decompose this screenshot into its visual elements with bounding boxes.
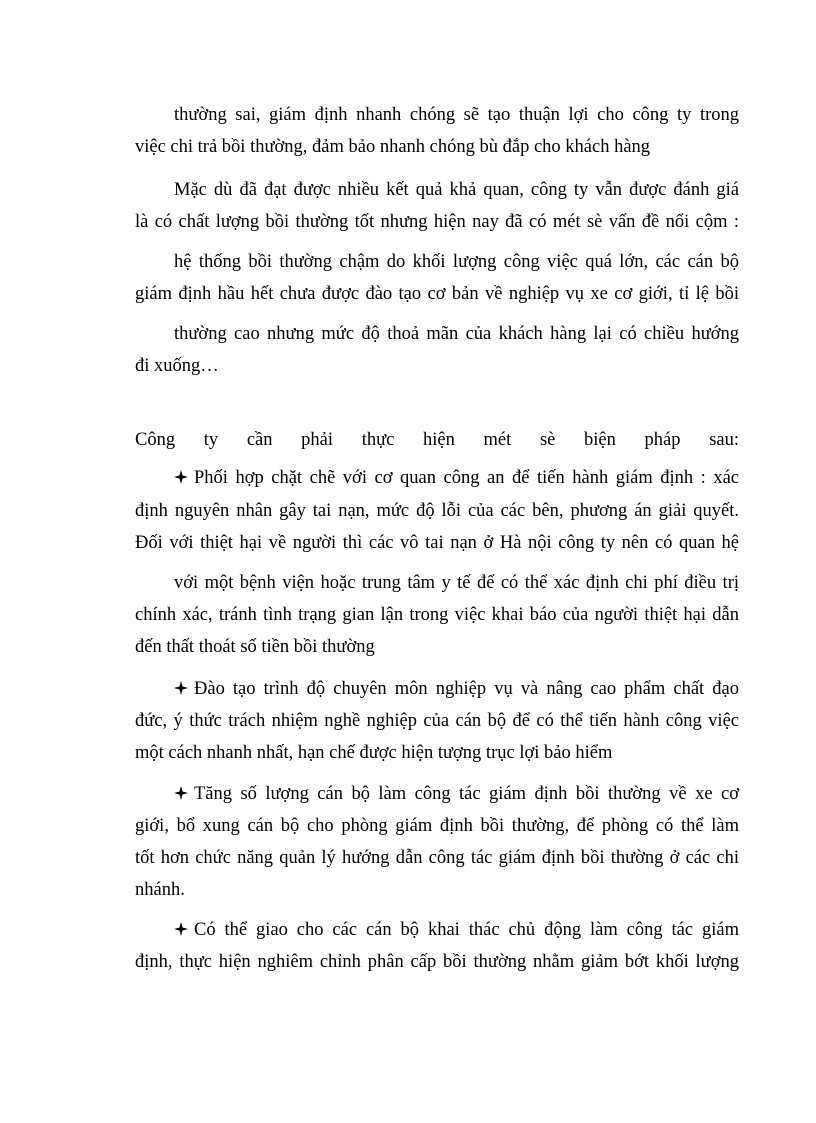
bullet-2-text: Đào tạo trình độ chuyên môn nghiệp vụ và nâng cao phẩm chất đạo xyxy=(194,679,739,699)
paragraph-2-line-3: hệ thống bồi thường chậm do khối lượng công việc quá lớn, các cán bộ xyxy=(174,252,739,272)
paragraph-2-line-6: đi xuống… xyxy=(135,356,219,376)
bullet-1-text: Phối hợp chặt chẽ với cơ quan công an để tiến hành giám định : xác xyxy=(194,468,739,488)
four-pointed-star-icon xyxy=(174,786,188,800)
paragraph-1-line-1: thường sai, giám định nhanh chóng sẽ tạo thuận lợi cho công ty trong xyxy=(174,105,739,125)
bullet-4-line-1 xyxy=(174,918,739,942)
bullet-1-line-3: Đối với thiệt hại về người thì các vô tai nạn ở Hà nội công ty nên có quan hệ xyxy=(135,533,739,553)
bullet-3-line-1 xyxy=(174,782,739,806)
bullet-2-line-3: một cách nhanh nhất, hạn chế được hiện tượng trục lợi bảo hiểm xyxy=(135,743,613,763)
four-pointed-star-icon xyxy=(174,681,188,695)
paragraph-2-line-2: là có chất lượng bồi thường tốt nhưng hiện nay đã có mét sè vấn đề nổi cộm : xyxy=(135,212,739,232)
paragraph-2-line-5: thường cao nhưng mức độ thoả mãn của khách hàng lại có chiều hướng xyxy=(174,324,739,344)
bullet-1-line-1 xyxy=(174,466,739,490)
paragraph-2-line-1: Mặc dù đã đạt được nhiều kết quả khả quan, công ty vẫn được đánh giá xyxy=(174,180,739,200)
bullet-3-text: Tăng số lượng cán bộ làm công tác giám định bồi thường về xe cơ xyxy=(194,784,739,804)
bullet-1-line-2: định nguyên nhân gây tai nạn, mức độ lỗi của các bên, phương án giải quyết. xyxy=(135,501,739,521)
paragraph-1-line-2: việc chi trả bồi thường, đảm bảo nhanh chóng bù đắp cho khách hàng xyxy=(135,137,651,157)
four-pointed-star-icon xyxy=(174,922,188,936)
four-pointed-star-icon xyxy=(174,470,188,484)
bullet-1-line-4: với một bệnh viện hoặc trung tâm y tế để có thể xác định chi phí điều trị xyxy=(174,573,739,593)
bullet-4-line-2: định, thực hiện nghiêm chỉnh phân cấp bồi thường nhằm giảm bớt khối lượng xyxy=(135,952,739,972)
bullet-3-line-4: nhánh. xyxy=(135,880,185,900)
bullet-1-line-5: chính xác, tránh tình trạng gian lận trong việc khai báo của người thiệt hại dẫn xyxy=(135,605,739,625)
bullet-2-line-1 xyxy=(174,677,739,701)
bullet-4-text: Có thể giao cho các cán bộ khai thác chủ động làm công tác giám xyxy=(194,920,739,940)
bullet-2-line-2: đức, ý thức trách nhiệm nghề nghiệp của cán bộ để có thể tiến hành công việc xyxy=(135,711,739,731)
bullet-3-line-2: giới, bổ xung cán bộ cho phòng giám định bồi thường, để phòng có thể làm xyxy=(135,816,739,836)
bullet-1-line-6: đến thất thoát số tiền bồi thường xyxy=(135,637,375,657)
measures-intro: Công ty cần phải thực hiện mét sè biện pháp sau: xyxy=(135,430,739,450)
bullet-3-line-3: tốt hơn chức năng quản lý hướng dẫn công tác giám định bồi thường ở các chi xyxy=(135,848,739,868)
paragraph-2-line-4: giám định hầu hết chưa được đào tạo cơ bản về nghiệp vụ xe cơ giới, tỉ lệ bồi xyxy=(135,284,739,304)
